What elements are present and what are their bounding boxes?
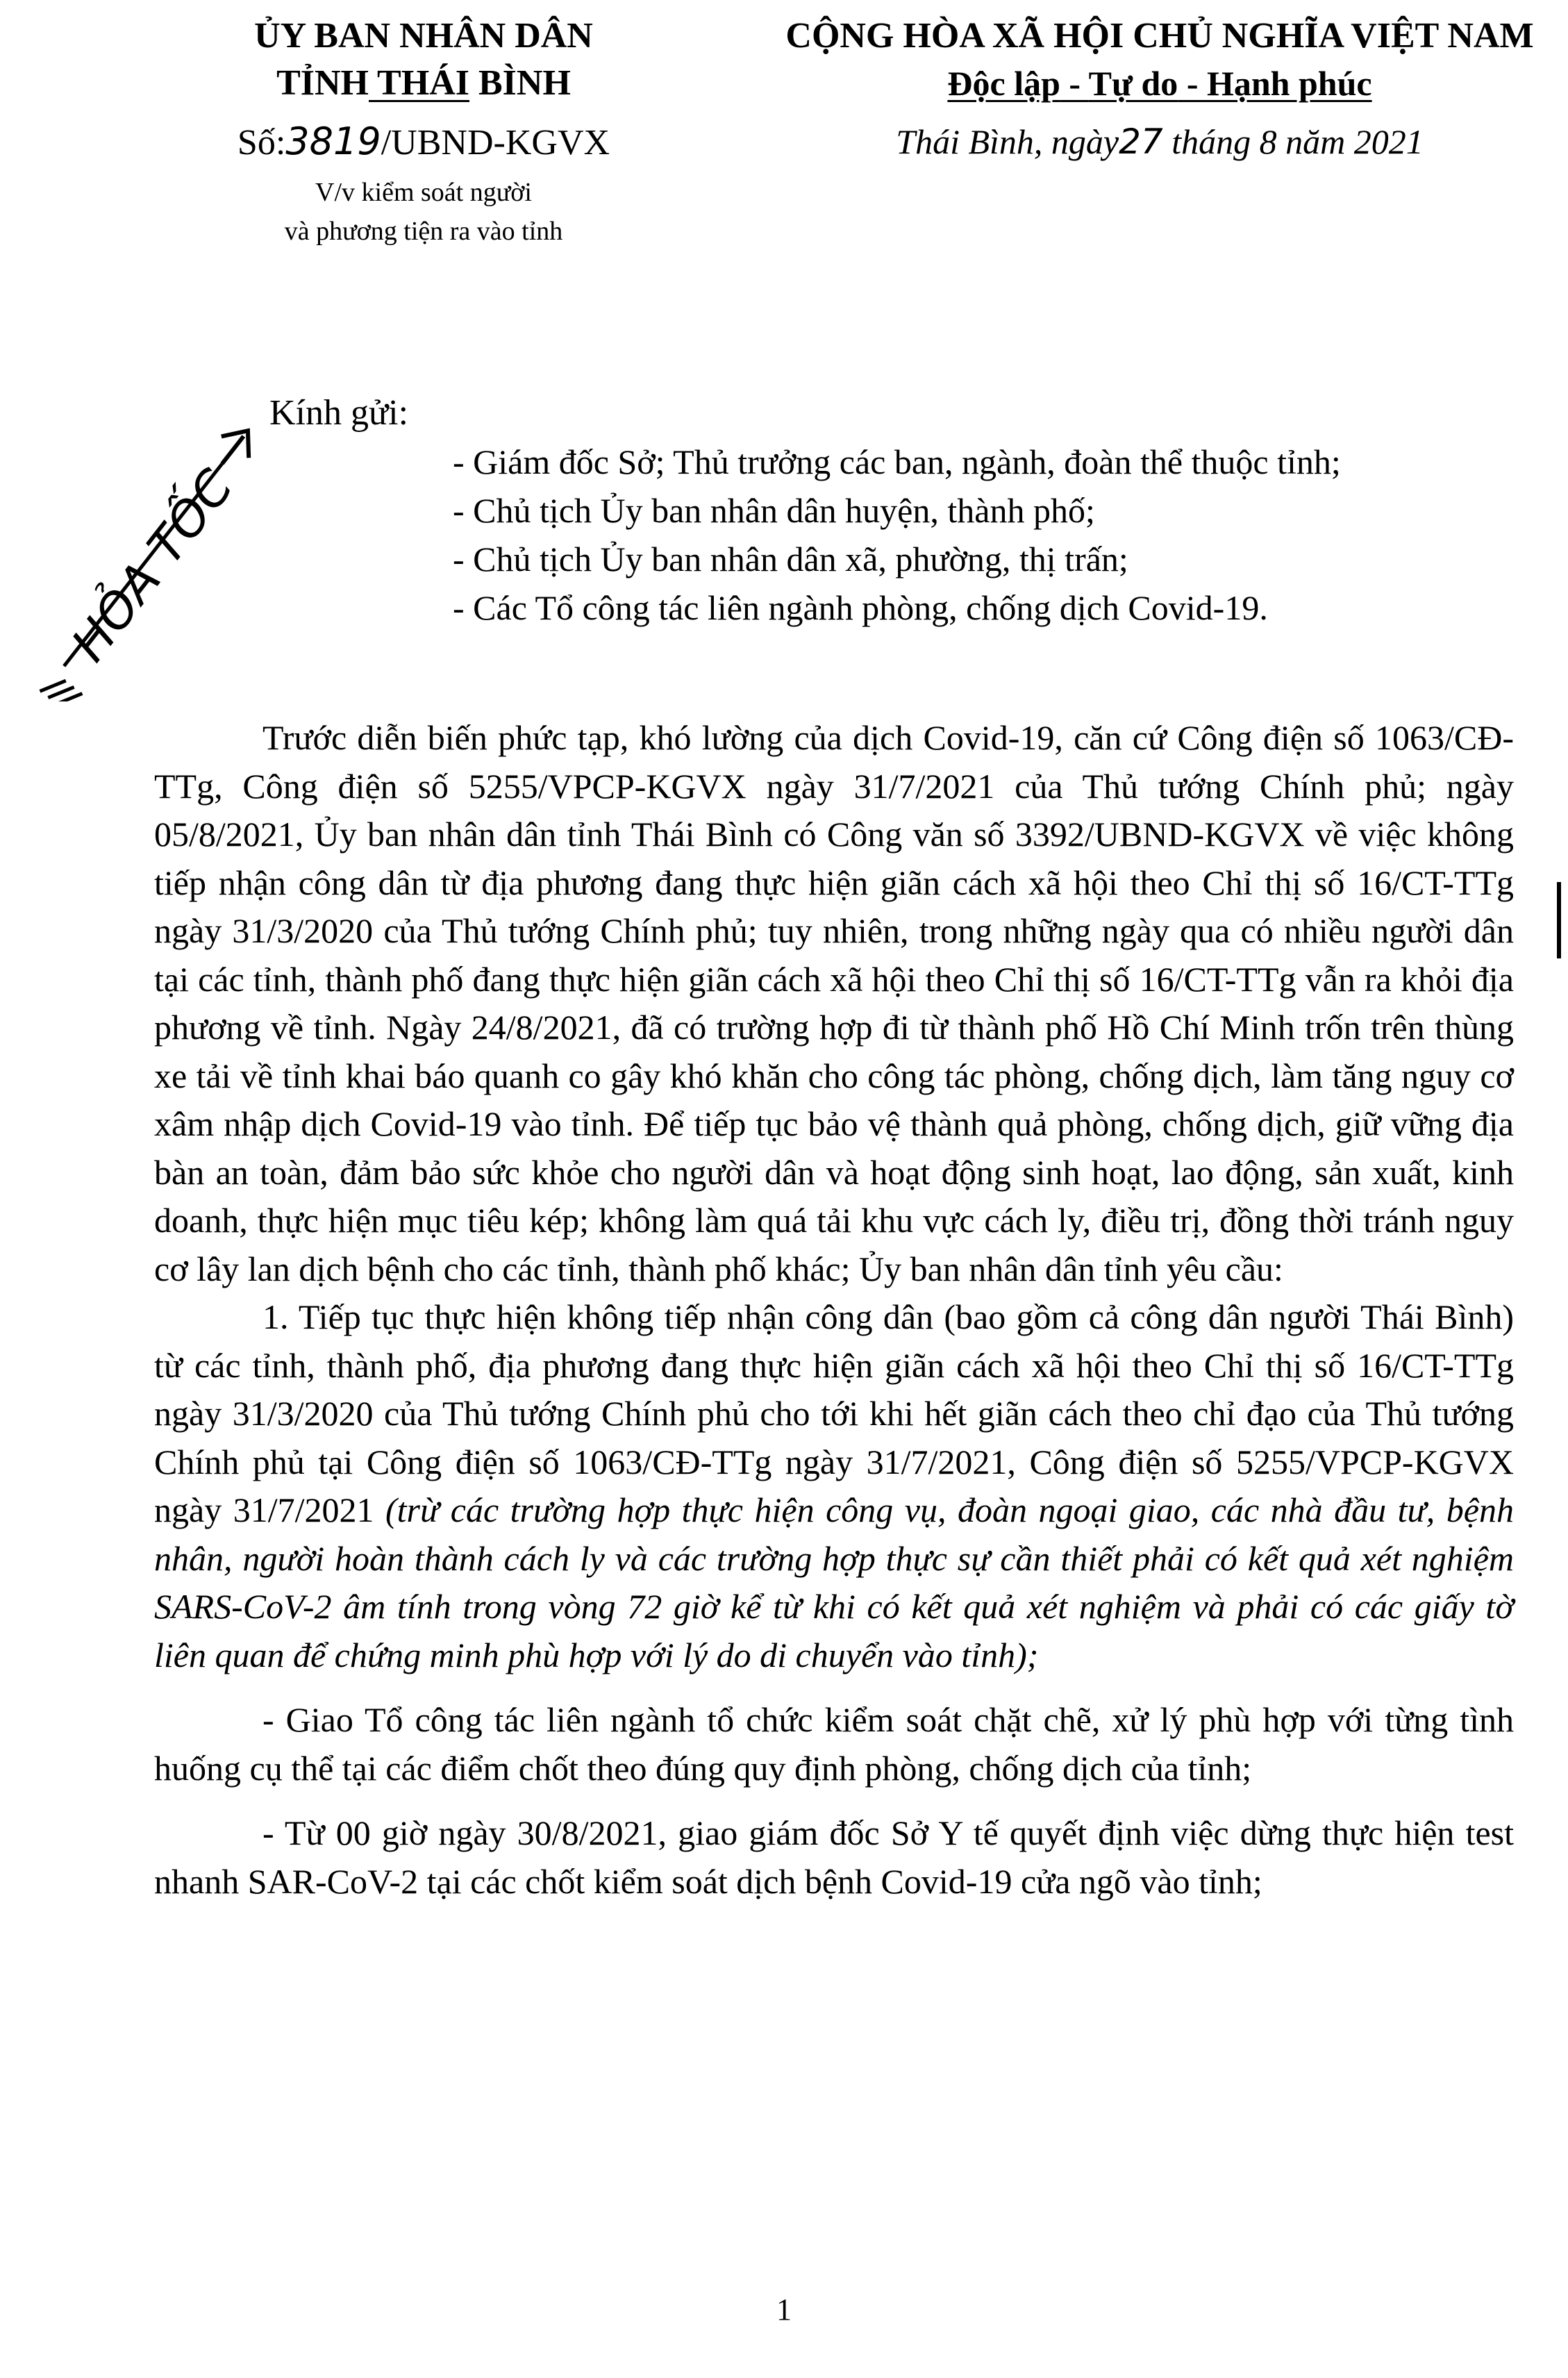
motto-separator-2: - bbox=[1178, 64, 1207, 103]
subject-line1: V/v kiểm soát người bbox=[315, 178, 532, 207]
date-suffix: tháng 8 năm 2021 bbox=[1162, 122, 1424, 161]
subject-line2: và phương tiện ra vào tỉnh bbox=[284, 217, 563, 246]
body-paragraph-2 bbox=[154, 1293, 1514, 1679]
page-number: 1 bbox=[776, 2293, 792, 2327]
scan-edge-mark bbox=[1557, 882, 1561, 958]
number-label: Số: bbox=[237, 123, 286, 163]
recipient-list bbox=[453, 438, 1536, 632]
date-prefix: Thái Bình, ngày bbox=[896, 122, 1119, 161]
salutation: Kính gửi: bbox=[269, 393, 409, 433]
agency-line2-underlined: THÁI bbox=[369, 63, 469, 103]
handwritten-day: 27 bbox=[1119, 122, 1163, 162]
body-paragraph-1: Trước diễn biến phức tạp, khó lường của dịch Covid-19, căn cứ Công điện số 1063/CĐ-TTg, Công điện số 5255/VPCP-KGVX ngày 31/7/2021 của Thủ tướng Chính phủ; ngày 05/8/2021, Ủy ban nhân dân tỉnh Thái Bình có Công văn số 3392/UBND-KGVX về việc không tiếp nhận công dân từ địa phương đang thực hiện giãn cách xã hội theo Chỉ thị số 16/CT-TTg ngày 31/3/2020 của Thủ tướng Chính phủ; tuy nhiên, trong những ngày qua có nhiều người dân tại các tỉnh, thành phố đang thực hiện giãn cách xã hội theo Chỉ thị số 16/CT-TTg vẫn ra khỏi địa phương về tỉnh. Ngày 24/8/2021, đã có trường hợp đi từ thành phố Hồ Chí Minh trốn trên thùng xe tải về tỉnh khai báo quanh co gây khó khăn cho công tác phòng, chống dịch, làm tăng nguy cơ xâm nhập dịch Covid-19 vào tỉnh. Để tiếp tục bảo vệ thành quả phòng, chống dịch, giữ vững địa bàn an toàn, đảm bảo sức khỏe cho người dân và hoạt động sinh hoạt, lao động, sản xuất, kinh doanh, thực hiện mục tiêu kép; không làm quá tải khu vực cách ly, điều trị, đồng thời tránh nguy cơ lây lan dịch bệnh cho các tỉnh, thành phố khác; Ủy ban nhân dân tỉnh yêu cầu: bbox=[154, 718, 1514, 1288]
handwritten-number: 3819 bbox=[285, 119, 381, 163]
stamp-text: HỎA TỐC bbox=[60, 459, 244, 672]
document-body bbox=[154, 714, 1514, 1906]
agency-name-line1: ỦY BAN NHÂN DÂN bbox=[254, 16, 593, 56]
recipient-item: - Giám đốc Sở; Thủ trưởng các ban, ngành, đoàn thể thuộc tỉnh; bbox=[453, 442, 1341, 481]
recipient-item: - Chủ tịch Ủy ban nhân dân xã, phường, thị trấn; bbox=[453, 540, 1128, 579]
motto-part-3: Hạnh phúc bbox=[1206, 64, 1372, 103]
agency-line2-pre: TỈNH bbox=[276, 63, 369, 103]
recipient-item: - Chủ tịch Ủy ban nhân dân huyện, thành phố; bbox=[453, 491, 1095, 530]
national-header-block bbox=[764, 13, 1556, 169]
paragraph-2-italic-text: (trừ các trường hợp thực hiện công vụ, đoàn ngoại giao, các nhà đầu tư, bệnh nhân, người hoàn thành cách ly và các trường hợp thực sự cần thiết phải có kết quả xét nghiệm SARS-CoV-2 âm tính trong vòng 72 giờ kể từ khi có kết quả xét nghiệm và phải có các giấy tờ liên quan để chứng minh phù hợp với lý do di chuyển vào tỉnh); bbox=[154, 1490, 1514, 1674]
body-paragraph-3: - Giao Tổ công tác liên ngành tổ chức kiểm soát chặt chẽ, xử lý phù hợp với từng tình huống cụ thể tại các điểm chốt theo đúng quy định phòng, chống dịch của tỉnh; bbox=[154, 1700, 1514, 1788]
motto-part-2: Tự do bbox=[1088, 64, 1178, 103]
issuing-agency-block bbox=[208, 13, 639, 249]
number-suffix: /UBND-KGVX bbox=[381, 123, 610, 163]
document-number bbox=[208, 114, 639, 171]
agency-line2-post: BÌNH bbox=[469, 63, 571, 103]
agency-name-line2 bbox=[208, 60, 639, 107]
motto bbox=[764, 60, 1556, 107]
nation-name: CỘNG HÒA XÃ HỘI CHỦ NGHĨA VIỆT NAM bbox=[785, 16, 1534, 56]
motto-separator-1: - bbox=[1060, 64, 1089, 103]
urgent-stamp-icon bbox=[28, 410, 278, 701]
motto-part-1: Độc lập bbox=[947, 64, 1060, 103]
place-and-date bbox=[764, 114, 1556, 169]
recipient-item: - Các Tổ công tác liên ngành phòng, chống dịch Covid-19. bbox=[453, 588, 1268, 627]
body-paragraph-4: - Từ 00 giờ ngày 30/8/2021, giao giám đốc Sở Y tế quyết định việc dừng thực hiện test nhanh SAR-CoV-2 tại các chốt kiểm soát dịch bệnh Covid-19 cửa ngõ vào tỉnh; bbox=[154, 1813, 1514, 1901]
paragraph-2-text: 1. Tiếp tục thực hiện không tiếp nhận công dân (bao gồm cả công dân người Thái Bình) từ các tỉnh, thành phố, địa phương đang thực hiện giãn cách xã hội theo Chỉ thị số 16/CT-TTg ngày 31/3/2020 của Thủ tướng Chính phủ cho tới khi hết giãn cách theo chỉ đạo của Thủ tướng Chính phủ tại Công điện số 1063/CĐ-TTg ngày 31/7/2021, Công điện số 5255/VPCP-KGVX ngày 31/7/2021 bbox=[154, 1297, 1514, 1529]
